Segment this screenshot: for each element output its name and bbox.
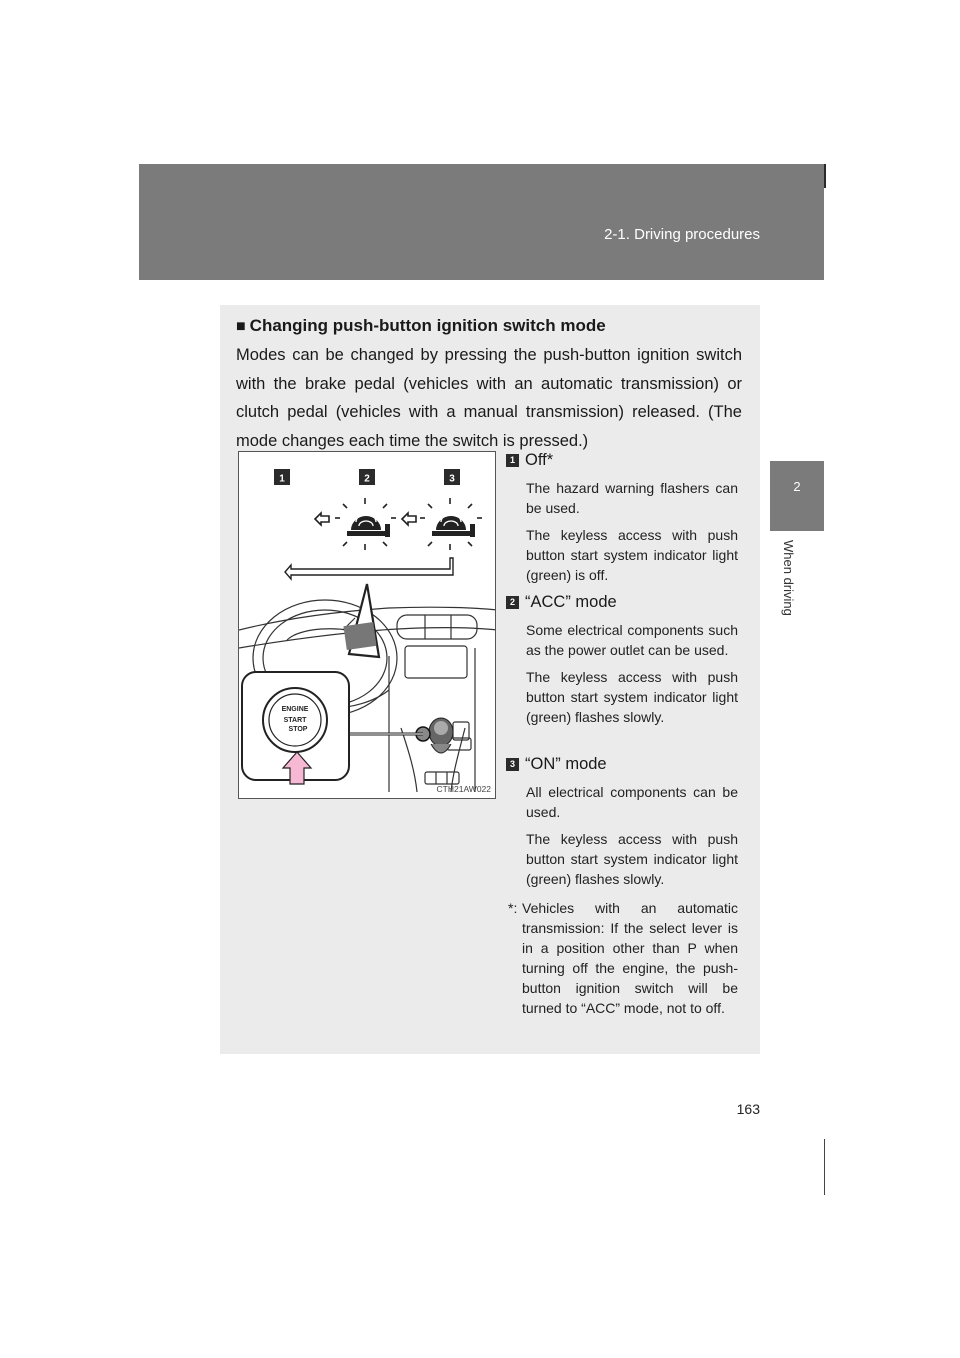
- mode-title: Off*: [525, 450, 554, 469]
- svg-text:2: 2: [364, 473, 370, 485]
- svg-text:3: 3: [449, 473, 455, 485]
- chapter-label: When driving: [781, 540, 796, 616]
- mode-title: “ACC” mode: [525, 592, 617, 611]
- gear-knob: [429, 718, 453, 753]
- header-title: 2-1. Driving procedures: [604, 226, 760, 243]
- mode-number-icon: 1: [506, 454, 519, 467]
- footnote: [508, 898, 738, 1018]
- mode-off: [506, 449, 738, 585]
- mode-description: The keyless access with push button start system indicator light (green) is off.: [526, 527, 738, 583]
- page-header: [139, 164, 824, 280]
- footnote-text: Vehicles with an automatic transmission: If the select lever is in a position other than P when turning off the engine, the push-button ignition switch will be turned to “ACC” mode, not to off.: [522, 900, 738, 1016]
- mode-description: All electrical components can be used.: [526, 784, 738, 820]
- chapter-number: 2: [793, 479, 801, 494]
- mode-title: “ON” mode: [525, 754, 607, 773]
- mode-description: The keyless access with push button start system indicator light (green) flashes slowly.: [526, 669, 738, 725]
- mode-acc: [506, 591, 738, 727]
- footnote-mark: *:: [508, 900, 518, 916]
- figure-marker-2: [359, 469, 375, 485]
- header-tick: [824, 164, 826, 188]
- mode-description: Some electrical components such as the power outlet can be used.: [526, 622, 738, 658]
- square-bullet-icon: ■: [236, 318, 246, 335]
- indicator-on-icon: [420, 498, 482, 550]
- button-label-engine: ENGINE: [281, 706, 309, 713]
- chapter-tab: [770, 461, 824, 531]
- mode-description: The keyless access with push button start system indicator light (green) flashes slowly.: [526, 831, 738, 887]
- indicator-off-icon: [315, 513, 329, 525]
- svg-text:1: 1: [279, 473, 285, 485]
- figure-marker-1: [274, 469, 290, 485]
- intro-paragraph: Modes can be changed by pressing the push-button ignition switch with the brake pedal (vehicles with an automatic transmission) or clutch pedal (vehicles with a manual transmission) released. (The mode changes each time the switch is pressed.): [236, 346, 742, 450]
- figure-code: CTH21AW022: [436, 784, 491, 794]
- margin-rule: [824, 1139, 825, 1195]
- page-number: 163: [736, 1101, 760, 1117]
- button-label-start: START: [283, 717, 307, 724]
- mode-description: The hazard warning flashers can be used.: [526, 480, 738, 516]
- section-heading-text: Changing push-button ignition switch mode: [249, 316, 606, 335]
- mode-number-icon: 2: [506, 596, 519, 609]
- mode-cycle-arrow: [285, 558, 453, 579]
- mode-on: [506, 753, 738, 889]
- section-heading: [236, 316, 606, 336]
- ignition-figure: [238, 451, 496, 799]
- mode-number-icon: 3: [506, 758, 519, 771]
- indicator-acc-icon: [335, 498, 416, 550]
- button-label-stop: STOP: [288, 726, 308, 733]
- dashboard-illustration: [239, 452, 496, 799]
- display-screen: [343, 622, 376, 650]
- figure-marker-3: [444, 469, 460, 485]
